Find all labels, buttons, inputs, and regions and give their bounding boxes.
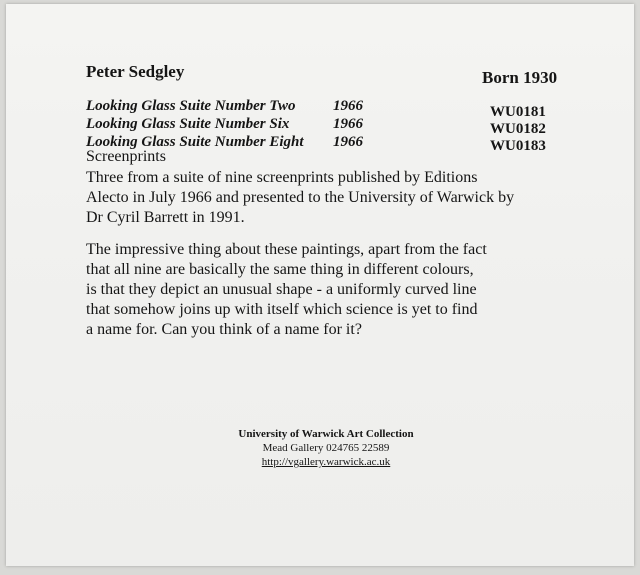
work-title: Looking Glass Suite Number Two — [86, 98, 296, 114]
collection-name: University of Warwick Art Collection — [238, 428, 414, 440]
work-year: 1966 — [333, 134, 363, 150]
work-year: 1966 — [333, 116, 363, 132]
work-year: 1966 — [333, 98, 363, 114]
accession-number: WU0183 — [490, 138, 546, 154]
accession-number: WU0181 — [490, 104, 546, 120]
artist-name: Peter Sedgley — [86, 62, 185, 81]
medium: Screenprints — [86, 148, 166, 165]
work-title: Looking Glass Suite Number Six — [86, 116, 290, 132]
accession-number: WU0182 — [490, 121, 546, 137]
commentary-paragraph: The impressive thing about these paintings, apart from the fact that all nine are basically the same thing in different colours, is that they depict an unusual shape - a uniformly curved line that somehow joins up with itself which science is yet to find a name for. Can you think of a name for it? — [86, 241, 487, 338]
provenance-paragraph: Three from a suite of nine screenprints published by Editions Alecto in July 1966 and presented to the University of Warwick by Dr Cyril Barrett in 1991. — [86, 169, 515, 226]
gallery-contact: Mead Gallery 024765 22589 — [262, 442, 390, 454]
gallery-label-card — [6, 4, 634, 566]
work-title: Looking Glass Suite Number Eight — [86, 134, 304, 150]
gallery-url: http://vgallery.warwick.ac.uk — [261, 456, 391, 468]
artist-born: Born 1930 — [482, 68, 558, 87]
